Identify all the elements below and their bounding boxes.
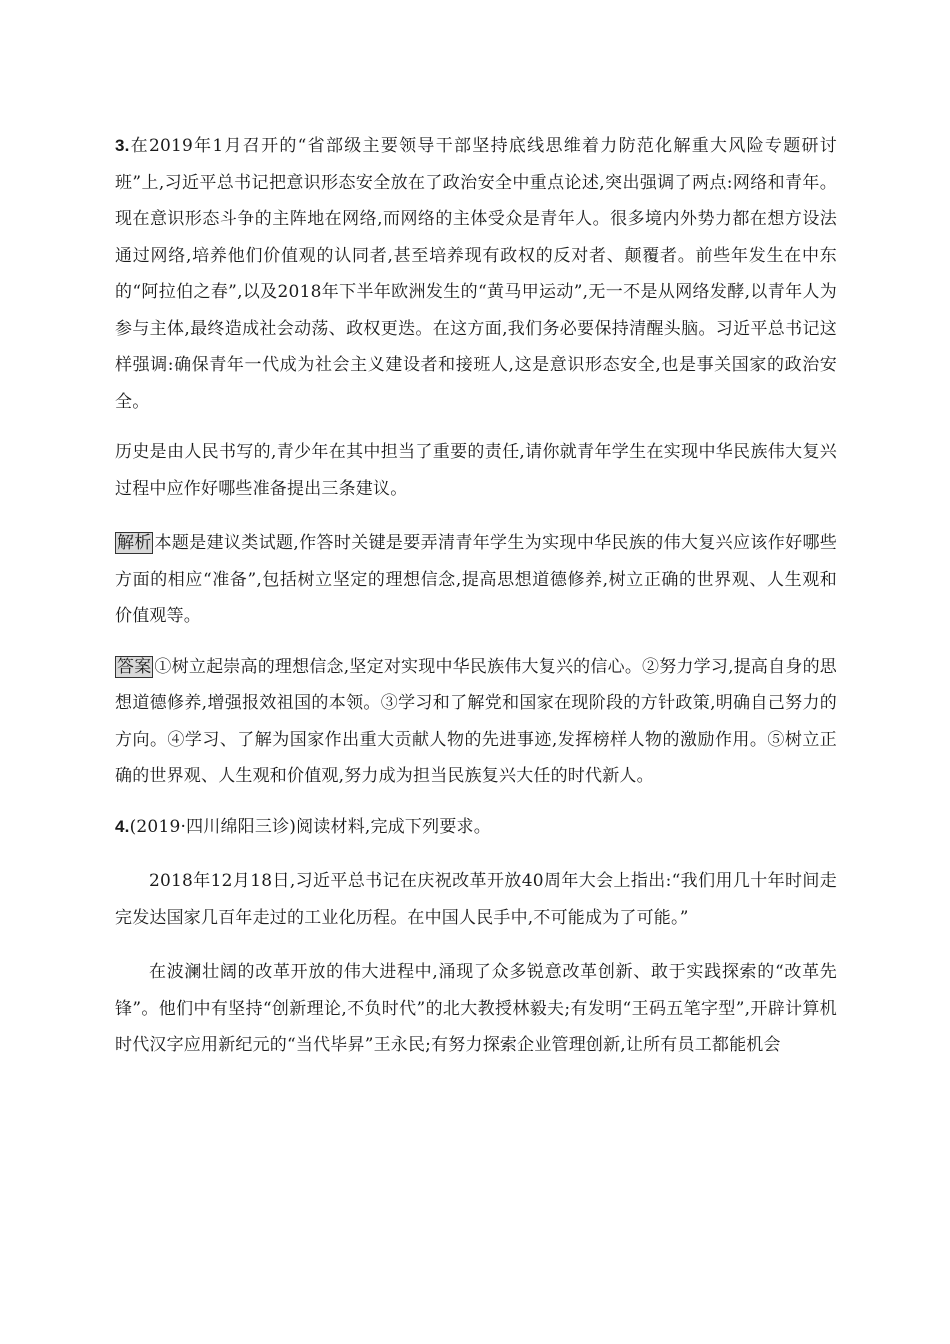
analysis-text: 本题是建议类试题,作答时关键是要弄清青年学生为实现中华民族的伟大复兴应该作好哪些方面的相应“准备”,包括树立坚定的理想信念,提高思想道德修养,树立正确的世界观、人生观和价值观等。 — [115, 533, 837, 626]
question-4-material-2: 在波澜壮阔的改革开放的伟大进程中,涌现了众多锐意改革创新、敢于实践探索的“改革先锋”。他们中有坚持“创新理论,不负时代”的北大教授林毅夫;有发明“王码五笔字型”,开辟计算机时代汉字应用新纪元的“当代毕昇”王永民;有努力探索企业管理创新,让所有员工都能机会 — [115, 962, 837, 1055]
question-3-prompt: 历史是由人民书写的,青少年在其中担当了重要的责任,请你就青年学生在实现中华民族伟大复兴过程中应作好哪些准备提出三条建议。 — [115, 442, 837, 499]
question-3-stem — [115, 128, 837, 420]
question-4-material-1: 2018年12月18日,习近平总书记在庆祝改革开放40周年大会上指出:“我们用几十年时间走完发达国家几百年走过的工业化历程。在中国人民手中,不可能成为了可能。” — [115, 871, 837, 928]
answer-text: ①树立起崇高的理想信念,坚定对实现中华民族伟大复兴的信心。②努力学习,提高自身的思想道德修养,增强报效祖国的本领。③学习和了解党和国家在现阶段的方针政策,明确自己努力的方向。④学习、了解为国家作出重大贡献人物的先进事迹,发挥榜样人物的激励作用。⑤树立正确的世界观、人生观和价值观,努力成为担当民族复兴大任的时代新人。 — [115, 656, 837, 786]
question-4-number: 4. — [115, 816, 130, 836]
question-4-stem — [115, 809, 837, 846]
analysis-label: 解析 — [117, 533, 152, 553]
question-3-answer — [115, 649, 837, 795]
question-3-number: 3. — [115, 136, 130, 155]
question-3-analysis — [115, 525, 837, 635]
document-page — [115, 128, 837, 1064]
question-4-stem-text: (2019·四川绵阳三诊)阅读材料,完成下列要求。 — [129, 816, 491, 837]
question-3-stem-text: 在2019年1月召开的“省部级主要领导干部坚持底线思维着力防范化解重大风险专题研讨班”上,习近平总书记把意识形态安全放在了政治安全中重点论述,突出强调了两点:网络和青年。现在意识形态斗争的主阵地在网络,而网络的主体受众是青年人。很多境内外势力都在想方设法通过网络,培养他们价值观的认同者,甚至培养现有政权的反对者、颠覆者。前些年发生在中东的“阿拉伯之春”,以及2018年下半年欧洲发生的“黄马甲运动”,无一不是从网络发酵,以青年人为参与主体,最终造成社会动荡、政权更迭。在这方面,我们务必要保持清醒头脑。习近平总书记这样强调:确保青年一代成为社会主义建设者和接班人,这是意识形态安全,也是事关国家的政治安全。 — [115, 136, 837, 412]
answer-label: 答案 — [117, 656, 152, 677]
